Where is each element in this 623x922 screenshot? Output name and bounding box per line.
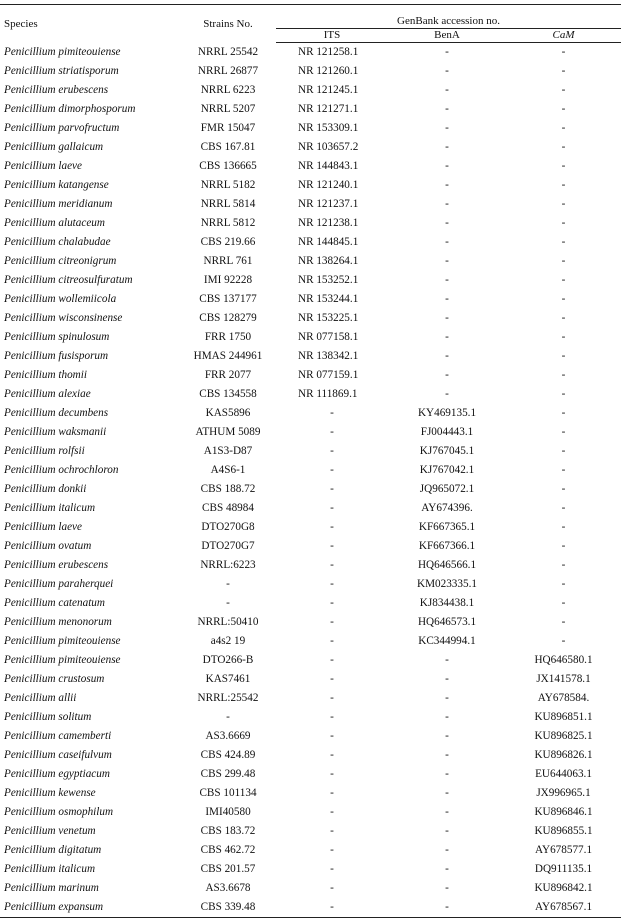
its-cell: NR 121238.1 xyxy=(298,217,359,229)
species-cell: Penicillium paraherquei xyxy=(4,578,114,590)
species-cell: Penicillium erubescens xyxy=(4,559,109,571)
table-row xyxy=(0,651,621,670)
its-cell: NR 153244.1 xyxy=(298,293,359,305)
table-row xyxy=(0,119,621,138)
bena-cell: - xyxy=(445,388,449,400)
cam-cell: - xyxy=(561,65,566,77)
species-cell: Penicillium fusisporum xyxy=(4,350,109,362)
strain-cell: - xyxy=(226,597,230,609)
table-row xyxy=(0,81,621,100)
table-row xyxy=(0,252,621,271)
table-row xyxy=(0,689,621,708)
its-cell: - xyxy=(330,768,334,780)
table-row xyxy=(0,214,621,233)
bena-cell: - xyxy=(445,65,449,77)
genbank-group-header: GenBank accession no. xyxy=(276,5,621,29)
its-cell: - xyxy=(330,882,334,894)
strain-cell: CBS 183.72 xyxy=(200,825,256,837)
table-row xyxy=(0,841,621,860)
bena-cell: KJ767042.1 xyxy=(419,464,475,476)
strain-cell: AS3.6678 xyxy=(205,882,251,894)
its-cell: - xyxy=(330,787,334,799)
cam-cell: - xyxy=(561,274,566,286)
table-row xyxy=(0,803,621,822)
strain-cell: CBS 339.48 xyxy=(180,898,276,918)
cam-cell: - xyxy=(561,464,566,476)
strain-cell: CBS 219.66 xyxy=(200,236,256,248)
species-cell: Penicillium parvofructum xyxy=(4,122,120,134)
cam-cell: - xyxy=(561,521,566,533)
strain-cell: HMAS 244961 xyxy=(193,350,263,362)
table-row xyxy=(0,480,621,499)
bena-cell: HQ646566.1 xyxy=(417,559,477,571)
cam-cell: - xyxy=(561,559,566,571)
cam-cell: - xyxy=(561,236,566,248)
cam-cell: - xyxy=(561,578,566,590)
cam-cell: KU896842.1 xyxy=(534,882,593,894)
species-cell: Penicillium ovatum xyxy=(4,540,92,552)
bena-cell: - xyxy=(445,141,449,153)
cam-cell: JX141578.1 xyxy=(536,673,591,685)
cam-cell: - xyxy=(561,540,566,552)
table-row xyxy=(0,176,621,195)
cam-cell: KU896855.1 xyxy=(534,825,593,837)
table-row xyxy=(0,328,621,347)
species-cell: Penicillium pimiteouiense xyxy=(4,635,121,647)
species-cell: Penicillium venetum xyxy=(4,825,96,837)
table-row xyxy=(0,822,621,841)
strain-cell: - xyxy=(226,711,230,723)
species-cell: Penicillium alexiae xyxy=(4,388,91,400)
table-row xyxy=(0,100,621,119)
bena-cell: - xyxy=(445,844,449,856)
cam-cell: KU896851.1 xyxy=(534,711,593,723)
species-cell: Penicillium caseifulvum xyxy=(4,749,112,761)
its-cell: NR 121271.1 xyxy=(298,103,359,115)
table-row xyxy=(0,670,621,689)
table-row xyxy=(0,404,621,423)
strain-column-header: Strains No. xyxy=(180,5,276,43)
cam-cell: - xyxy=(561,331,566,343)
table-row xyxy=(0,518,621,537)
cam-cell: KU896825.1 xyxy=(534,730,593,742)
bena-cell: - xyxy=(445,46,449,58)
cam-cell: - xyxy=(561,217,566,229)
bena-cell: - xyxy=(445,654,449,666)
bena-cell: HQ646573.1 xyxy=(417,616,477,628)
table-row xyxy=(0,746,621,765)
species-cell: Penicillium pimiteouiense xyxy=(4,45,121,58)
bena-cell: - xyxy=(388,898,506,918)
table-row xyxy=(0,708,621,727)
cam-cell: - xyxy=(561,141,566,153)
bena-cell: KJ834438.1 xyxy=(419,597,475,609)
table-row xyxy=(0,765,621,784)
strain-cell: IMI 92228 xyxy=(203,274,253,286)
its-cell: NR 111869.1 xyxy=(298,388,358,400)
its-cell: - xyxy=(330,445,334,457)
its-cell: - xyxy=(276,898,388,918)
its-cell: - xyxy=(330,426,334,438)
table-row xyxy=(0,442,621,461)
strain-cell: CBS 136665 xyxy=(199,160,257,172)
cam-cell: - xyxy=(561,293,566,305)
bena-cell: - xyxy=(445,787,449,799)
table-row xyxy=(0,537,621,556)
species-cell: Penicillium italicum xyxy=(4,502,96,514)
its-cell: NR 121237.1 xyxy=(298,198,359,210)
strain-cell: CBS 167.81 xyxy=(200,141,256,153)
bena-cell: KJ767045.1 xyxy=(419,445,475,457)
species-column-header: Species xyxy=(0,5,180,43)
bena-cell: - xyxy=(445,673,449,685)
species-cell: Penicillium osmophilum xyxy=(4,806,114,818)
species-cell: Penicillium meridianum xyxy=(4,198,113,210)
bena-cell: - xyxy=(445,369,449,381)
species-cell: Penicillium wisconsinense xyxy=(4,312,123,324)
bena-cell: - xyxy=(445,122,449,134)
strain-cell: a4s2 19 xyxy=(210,635,246,647)
its-cell: - xyxy=(330,863,334,875)
genbank-accession-table xyxy=(0,4,621,918)
table-row xyxy=(0,499,621,518)
strain-cell: CBS 137177 xyxy=(199,293,257,305)
species-cell: Penicillium gallaicum xyxy=(4,141,104,153)
its-cell: NR 153252.1 xyxy=(298,274,359,286)
bena-cell: KF667366.1 xyxy=(418,540,476,552)
strain-cell: CBS 201.57 xyxy=(200,863,256,875)
bena-cell: KM023335.1 xyxy=(417,578,477,590)
table-row xyxy=(0,575,621,594)
its-cell: - xyxy=(330,521,334,533)
strain-cell: IMI40580 xyxy=(205,806,251,818)
species-cell: Penicillium alutaceum xyxy=(4,217,105,229)
strain-cell: DTO270G7 xyxy=(201,540,255,552)
species-cell: Penicillium kewense xyxy=(4,787,96,799)
its-cell: NR 153309.1 xyxy=(298,122,359,134)
bena-cell: KF667365.1 xyxy=(418,521,476,533)
cam-cell: - xyxy=(561,483,566,495)
table-row xyxy=(0,195,621,214)
species-cell: Penicillium waksmanii xyxy=(4,426,107,438)
table-row xyxy=(0,157,621,176)
strain-cell: NRRL 5207 xyxy=(200,103,256,115)
table-row xyxy=(0,613,621,632)
its-cell: NR 144845.1 xyxy=(298,236,359,248)
cam-cell: - xyxy=(561,179,566,191)
cam-cell: - xyxy=(561,616,566,628)
its-cell: - xyxy=(330,749,334,761)
its-cell: - xyxy=(330,692,334,704)
table-row xyxy=(0,138,621,157)
its-cell: - xyxy=(330,559,334,571)
species-cell: Penicillium allii xyxy=(4,692,77,704)
bena-cell: - xyxy=(445,293,449,305)
species-cell: Penicillium solitum xyxy=(4,711,92,723)
cam-cell: EU644063.1 xyxy=(535,768,592,780)
cam-cell: DQ911135.1 xyxy=(534,863,593,875)
table-row xyxy=(0,423,621,442)
bena-cell: - xyxy=(445,179,449,191)
bena-cell: - xyxy=(445,198,449,210)
its-column-header: ITS xyxy=(276,29,388,43)
cam-cell: AY678567.1 xyxy=(506,898,621,918)
cam-cell: AY678584. xyxy=(537,692,590,704)
species-cell: Penicillium catenatum xyxy=(4,597,105,609)
table-row xyxy=(0,860,621,879)
species-cell: Penicillium ochrochloron xyxy=(4,464,119,476)
cam-cell: - xyxy=(561,198,566,210)
its-cell: - xyxy=(330,578,334,590)
species-cell: Penicillium rolfsii xyxy=(4,445,85,457)
its-cell: - xyxy=(330,806,334,818)
bena-cell: - xyxy=(445,312,449,324)
species-cell: Penicillium erubescens xyxy=(4,84,109,96)
species-cell: Penicillium chalabudae xyxy=(4,236,111,248)
species-cell: Penicillium dimorphosporum xyxy=(4,103,136,115)
table-row xyxy=(0,366,621,385)
its-cell: - xyxy=(330,635,334,647)
its-cell: NR 153225.1 xyxy=(298,312,359,324)
its-cell: - xyxy=(330,673,334,685)
cam-cell: - xyxy=(561,426,566,438)
strain-cell: CBS 424.89 xyxy=(200,749,256,761)
bena-cell: - xyxy=(445,825,449,837)
its-cell: - xyxy=(330,464,334,476)
strain-cell: FRR 2077 xyxy=(204,369,252,381)
species-cell: Penicillium laeve xyxy=(4,521,82,533)
its-cell: NR 138342.1 xyxy=(298,350,359,362)
table-row xyxy=(0,556,621,575)
strain-cell: NRRL:6223 xyxy=(200,559,256,571)
cam-cell: - xyxy=(561,103,566,115)
its-cell: - xyxy=(330,844,334,856)
bena-cell: - xyxy=(445,711,449,723)
species-cell: Penicillium thomii xyxy=(4,369,87,381)
table-row xyxy=(0,461,621,480)
bena-cell: KY469135.1 xyxy=(417,407,477,419)
strain-cell: KAS7461 xyxy=(205,673,251,685)
its-cell: NR 121258.1 xyxy=(298,46,359,58)
cam-cell: JX996965.1 xyxy=(536,787,591,799)
strain-cell: FMR 15047 xyxy=(200,122,256,134)
cam-cell: - xyxy=(561,407,566,419)
strain-cell: CBS 134558 xyxy=(199,388,257,400)
its-cell: - xyxy=(330,483,334,495)
species-cell: Penicillium menonorum xyxy=(4,616,112,628)
bena-cell: - xyxy=(445,863,449,875)
strain-cell: AS3.6669 xyxy=(205,730,251,742)
strain-cell: CBS 48984 xyxy=(202,502,254,514)
strain-cell: CBS 128279 xyxy=(199,312,257,324)
cam-cell: - xyxy=(561,84,566,96)
bena-cell: - xyxy=(445,255,449,267)
table-header xyxy=(0,5,621,43)
its-cell: - xyxy=(330,616,334,628)
table-row xyxy=(0,233,621,252)
cam-cell: - xyxy=(561,388,566,400)
cam-cell: HQ646580.1 xyxy=(534,654,593,666)
table-body xyxy=(0,43,621,918)
its-cell: NR 077158.1 xyxy=(298,331,359,343)
cam-cell: KU896846.1 xyxy=(534,806,593,818)
its-cell: NR 121240.1 xyxy=(298,179,359,191)
bena-cell: KC344994.1 xyxy=(418,635,476,647)
strain-cell: DTO270G8 xyxy=(201,521,255,533)
strain-cell: NRRL 5182 xyxy=(200,179,256,191)
its-cell: NR 121260.1 xyxy=(298,65,359,77)
its-cell: - xyxy=(330,825,334,837)
cam-cell: AY678577.1 xyxy=(534,844,593,856)
bena-cell: JQ965072.1 xyxy=(419,483,475,495)
strain-cell: NRRL 25542 xyxy=(197,45,259,58)
cam-cell: - xyxy=(561,635,566,647)
bena-cell: - xyxy=(445,217,449,229)
strain-cell: NRRL 26877 xyxy=(197,65,259,77)
species-cell: Penicillium striatisporum xyxy=(4,65,119,77)
species-cell: Penicillium egyptiacum xyxy=(4,768,110,780)
bena-cell: - xyxy=(445,236,449,248)
table-row xyxy=(0,309,621,328)
bena-column-header: BenA xyxy=(388,29,506,43)
bena-cell: - xyxy=(445,806,449,818)
strain-cell: NRRL 5814 xyxy=(200,198,256,210)
species-cell: Penicillium citreosulfuratum xyxy=(4,274,133,286)
its-cell: NR 077159.1 xyxy=(298,369,359,381)
species-cell: Penicillium wollemiicola xyxy=(4,293,117,305)
strain-cell: NRRL 6223 xyxy=(200,84,256,96)
strain-cell: - xyxy=(226,578,230,590)
bena-cell: - xyxy=(445,274,449,286)
bena-cell: - xyxy=(445,768,449,780)
bena-cell: - xyxy=(445,103,449,115)
cam-cell: - xyxy=(561,46,566,58)
species-cell: Penicillium donkii xyxy=(4,483,87,495)
strain-cell: A4S6-1 xyxy=(210,464,246,476)
table-row xyxy=(0,43,621,63)
its-cell: - xyxy=(330,711,334,723)
its-cell: NR 144843.1 xyxy=(298,160,359,172)
species-cell: Penicillium digitatum xyxy=(4,844,102,856)
cam-cell: - xyxy=(561,597,566,609)
table-row xyxy=(0,385,621,404)
table-row xyxy=(0,290,621,309)
table-row xyxy=(0,784,621,803)
strain-cell: NRRL:50410 xyxy=(197,616,259,628)
strain-cell: DTO266-B xyxy=(202,654,254,666)
cam-cell: - xyxy=(561,122,566,134)
species-cell: Penicillium spinulosum xyxy=(4,331,110,343)
species-cell: Penicillium laeve xyxy=(4,160,82,172)
table-row xyxy=(0,62,621,81)
bena-cell: - xyxy=(445,730,449,742)
bena-cell: - xyxy=(445,331,449,343)
species-cell: Penicillium marinum xyxy=(4,882,99,894)
species-cell: Penicillium katangense xyxy=(4,179,109,191)
bena-cell: - xyxy=(445,882,449,894)
bena-cell: FJ004443.1 xyxy=(420,426,474,438)
its-cell: NR 103657.2 xyxy=(298,141,359,153)
strain-cell: NRRL:25542 xyxy=(197,692,259,704)
its-cell: - xyxy=(330,540,334,552)
table-row xyxy=(0,727,621,746)
table-row xyxy=(0,879,621,898)
strain-cell: CBS 188.72 xyxy=(200,483,256,495)
bena-cell: - xyxy=(445,84,449,96)
cam-column-header: CaM xyxy=(506,29,621,43)
table-row xyxy=(0,347,621,366)
species-cell: Penicillium crustosum xyxy=(4,673,105,685)
bena-cell: AY674396. xyxy=(421,502,473,514)
its-cell: - xyxy=(330,730,334,742)
strain-cell: KAS5896 xyxy=(205,407,251,419)
cam-cell: - xyxy=(561,255,566,267)
cam-cell: - xyxy=(561,445,566,457)
species-cell: Penicillium italicum xyxy=(4,863,96,875)
species-cell: Penicillium pimiteouiense xyxy=(4,654,121,666)
strain-cell: ATHUM 5089 xyxy=(195,426,261,438)
species-cell: Penicillium expansum xyxy=(0,898,180,918)
bena-cell: - xyxy=(445,350,449,362)
strain-cell: A1S3-D87 xyxy=(203,445,253,457)
its-cell: - xyxy=(330,597,334,609)
bena-cell: - xyxy=(445,160,449,172)
bena-cell: - xyxy=(445,749,449,761)
strain-cell: CBS 101134 xyxy=(199,787,257,799)
bena-cell: - xyxy=(445,692,449,704)
its-cell: - xyxy=(330,502,334,514)
species-cell: Penicillium camemberti xyxy=(4,730,112,742)
cam-cell: - xyxy=(561,160,566,172)
its-cell: NR 138264.1 xyxy=(298,255,359,267)
strain-cell: FRR 1750 xyxy=(204,331,252,343)
cam-cell: KU896826.1 xyxy=(534,749,593,761)
table-row xyxy=(0,271,621,290)
its-cell: - xyxy=(330,407,334,419)
strain-cell: NRRL 761 xyxy=(203,255,253,267)
species-cell: Penicillium decumbens xyxy=(4,407,109,419)
its-cell: NR 121245.1 xyxy=(298,84,359,96)
table-row xyxy=(0,898,621,918)
cam-cell: - xyxy=(561,312,566,324)
strain-cell: CBS 299.48 xyxy=(200,768,256,780)
table-row xyxy=(0,632,621,651)
cam-cell: - xyxy=(561,350,566,362)
cam-cell: - xyxy=(561,369,566,381)
table-row xyxy=(0,594,621,613)
strain-cell: NRRL 5812 xyxy=(200,217,256,229)
cam-cell: - xyxy=(561,502,566,514)
its-cell: - xyxy=(330,654,334,666)
species-cell: Penicillium citreonigrum xyxy=(4,255,117,267)
strain-cell: CBS 462.72 xyxy=(200,844,256,856)
